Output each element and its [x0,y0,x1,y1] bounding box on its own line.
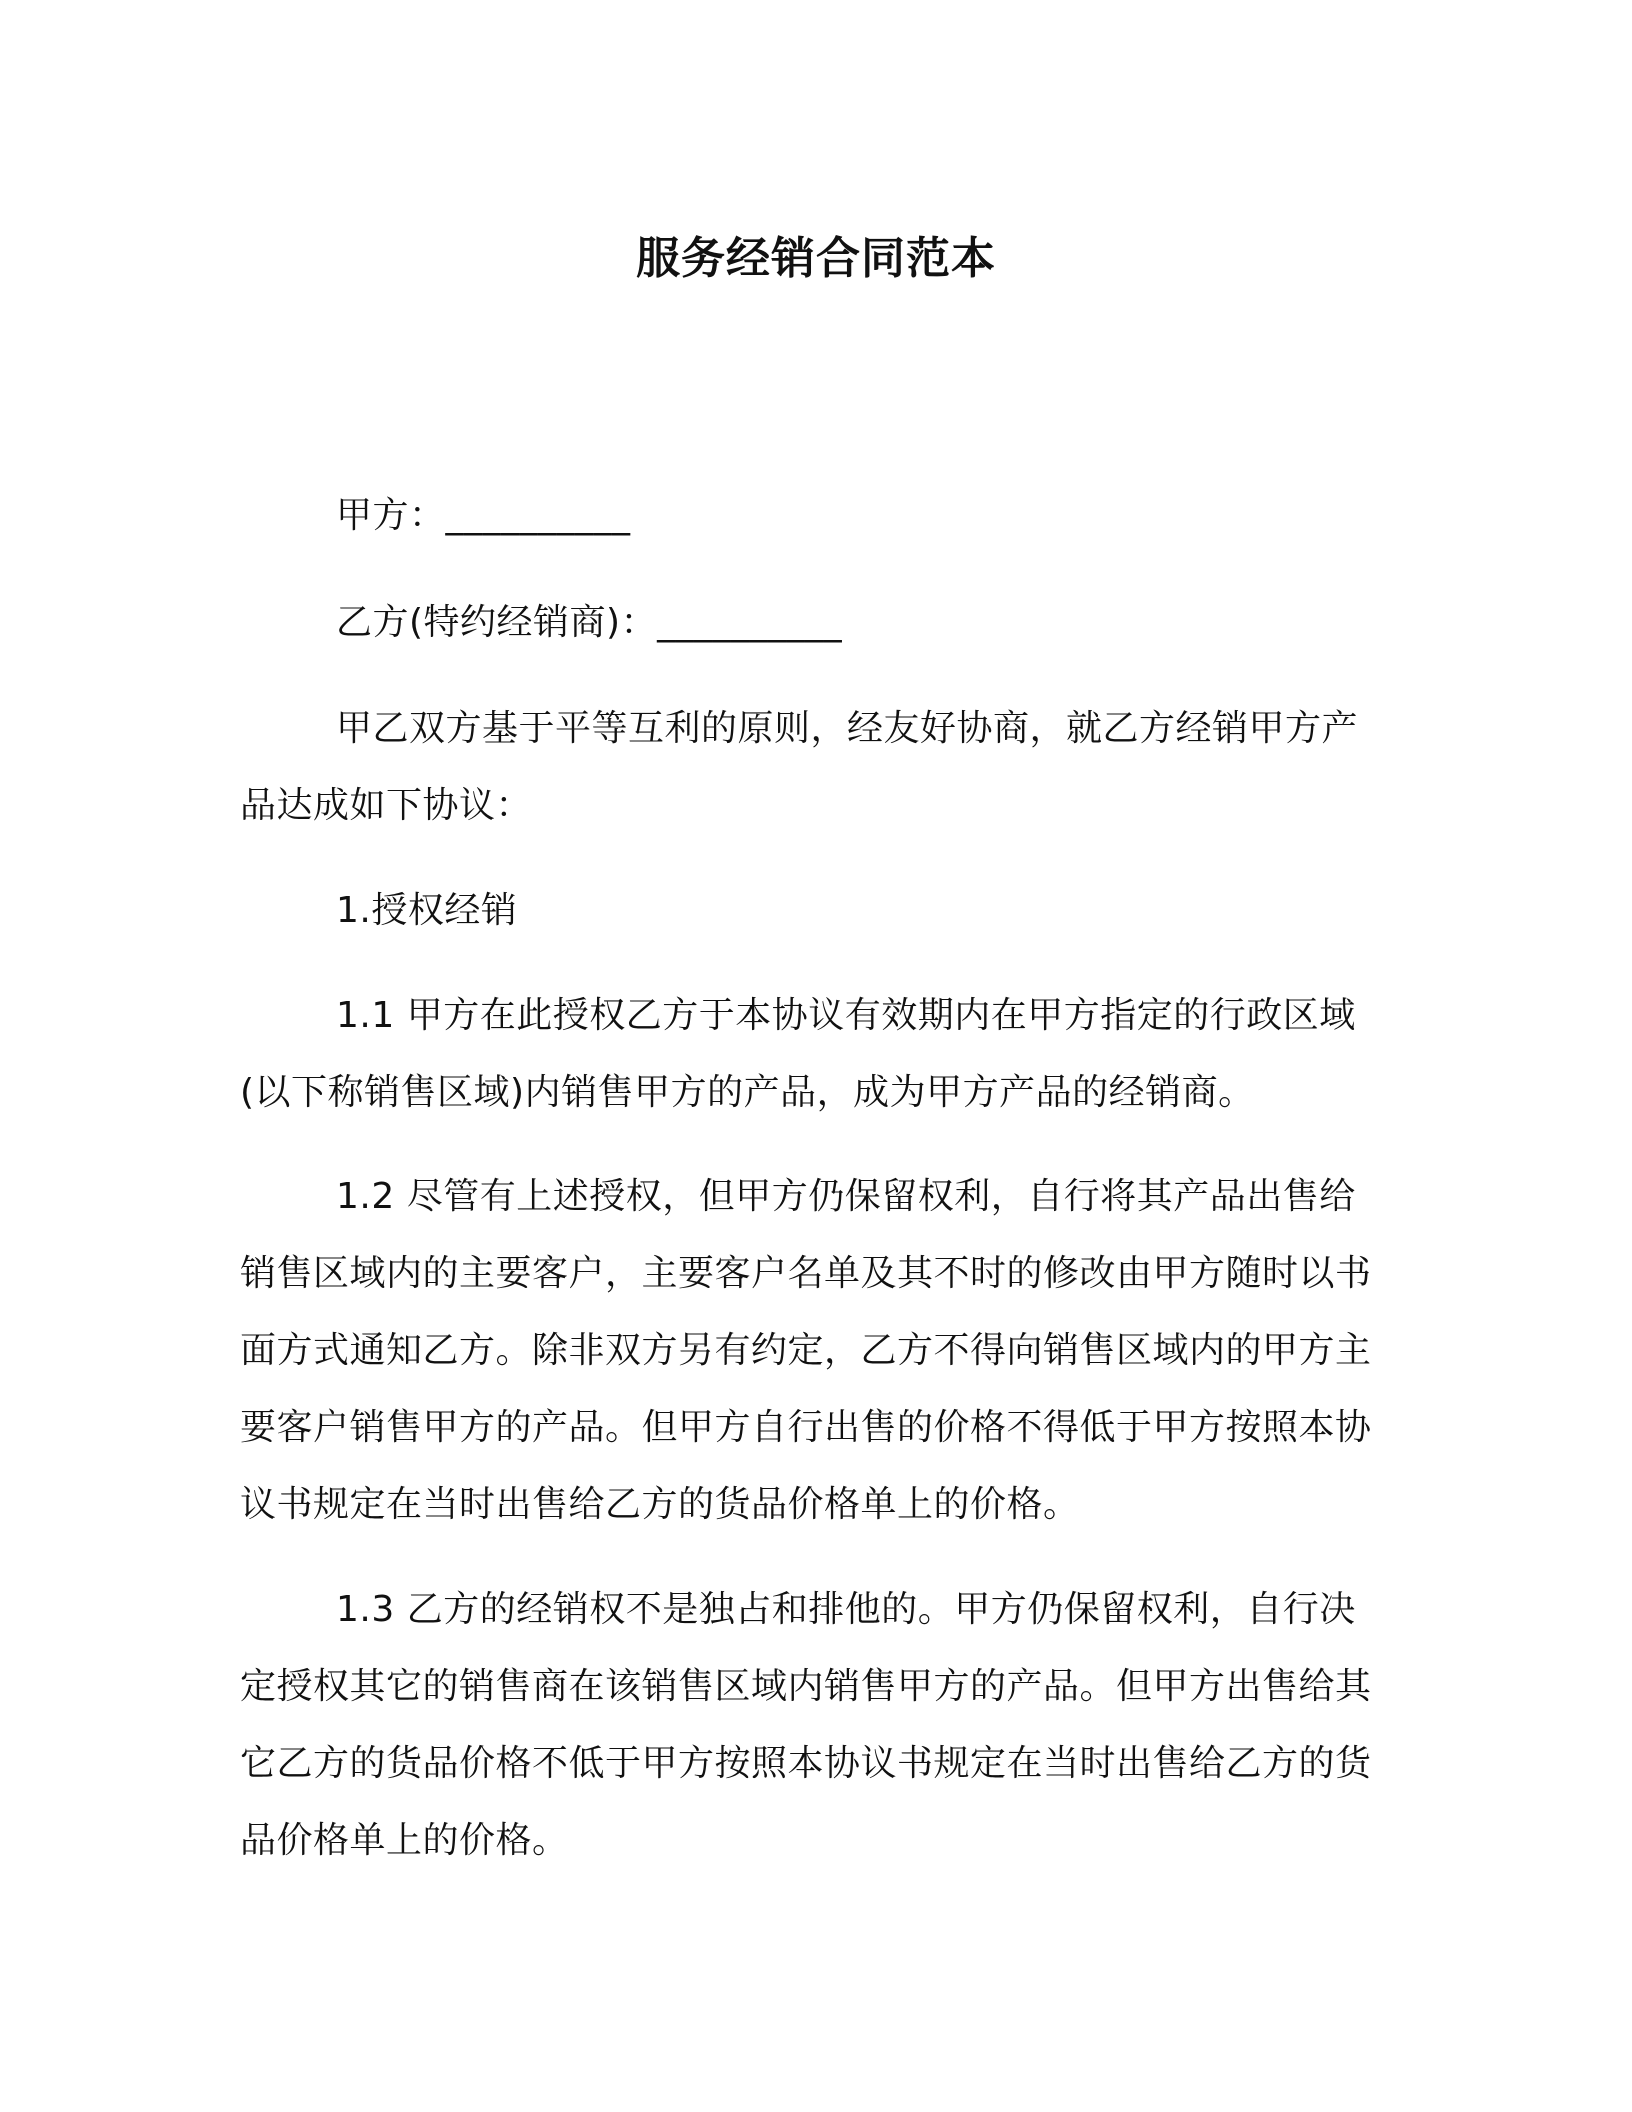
clause-1-2: 1.2 尽管有上述授权，但甲方仍保留权利，自行将其产品出售给销售区域内的主要客户，主要客户名单及其不时的修改由甲方随时以书面方式通知乙方。除非双方另有约定，乙方不得向销售区域内的甲方主要客户销售甲方的产品。但甲方自行出售的价格不得低于甲方按照本协议书规定在当时出售给乙方的货品价格单上的价格。 [240,1176,1372,1525]
party-b-label: 乙方(特约经销商)： [336,602,658,643]
party-a-blank: __________ [445,495,631,536]
party-a-line [240,477,1376,554]
party-b-line [240,584,1376,661]
section-1-heading: 1.授权经销 [336,890,518,931]
clause-1-1: 1.1 甲方在此授权乙方于本协议有效期内在甲方指定的行政区域(以下称销售区域)内销售甲方的产品，成为甲方产品的经销商。 [240,995,1356,1113]
party-b-blank: __________ [657,602,843,643]
document-title: 服务经销合同范本 [636,233,996,284]
clause-1-3: 1.3 乙方的经销权不是独占和排他的。甲方仍保留权利，自行决定授权其它的销售商在该销售区域内销售甲方的产品。但甲方出售给其它乙方的货品价格不低于甲方按照本协议书规定在当时出售给乙方的货品价格单上的价格。 [240,1589,1372,1861]
intro-paragraph: 甲乙双方基于平等互利的原则，经友好协商，就乙方经销甲方产品达成如下协议： [240,708,1359,826]
party-a-label: 甲方： [336,495,446,536]
